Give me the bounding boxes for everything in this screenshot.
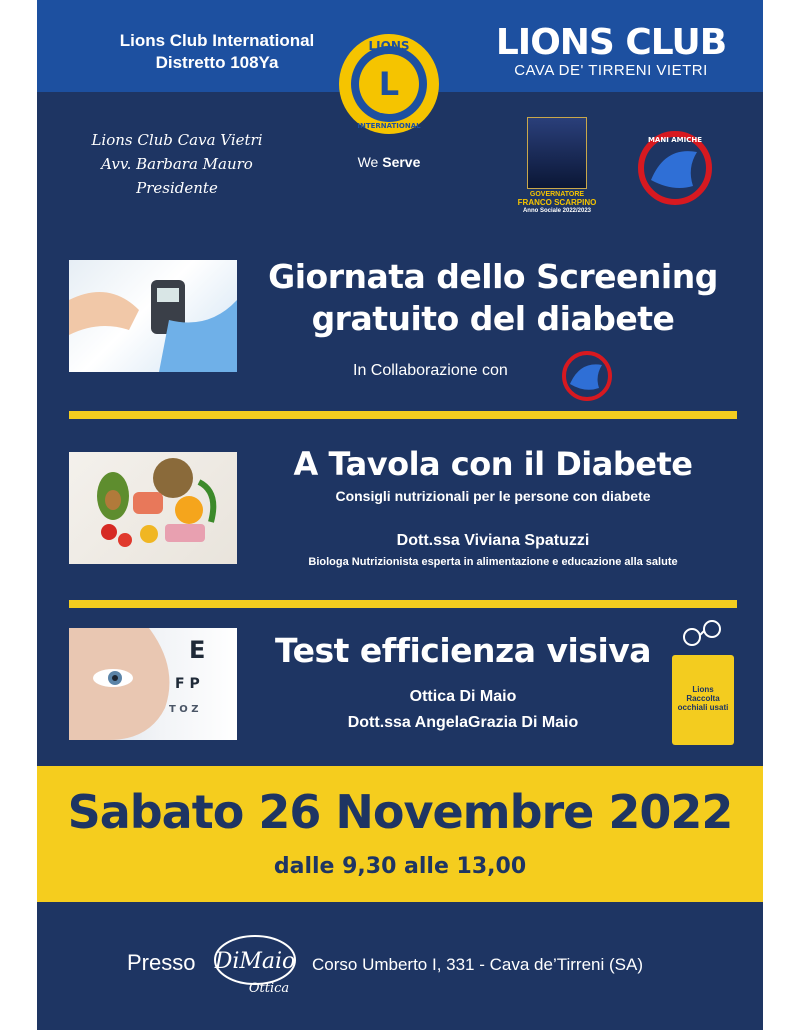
recycling-line3: occhiali usati — [677, 703, 729, 712]
president-signature — [77, 128, 277, 200]
glasses-recycling-logo — [672, 615, 734, 747]
club-name — [481, 24, 741, 80]
club-title: LIONS CLUB — [495, 22, 727, 63]
glucose-test-photo — [69, 260, 237, 372]
mani-amiche-small-logo — [560, 349, 614, 403]
district-label — [67, 30, 367, 74]
logo-name: DiMaio — [214, 949, 296, 974]
ottica-di-maio-logo — [207, 930, 302, 996]
svg-text:T O Z: T O Z — [169, 704, 199, 715]
nutrition-title: A Tavola con il Diabete — [293, 445, 693, 483]
event-poster — [37, 0, 763, 1030]
venue-label: Presso — [127, 950, 196, 975]
we-serve-motto — [337, 154, 441, 170]
vision-test-title: Test efficienza visiva — [274, 631, 652, 670]
mani-amiche-logo — [635, 128, 715, 208]
nutritionist-role: Biologa Nutrizionista esperta in alimentazione e educazione alla salute — [308, 556, 678, 568]
venue-address: Corso Umberto I, 331 - Cava de’Tirreni (SA) — [312, 955, 643, 974]
governor-year: Anno Sociale 2022/2023 — [522, 208, 592, 214]
governor-title: GOVERNATORE — [529, 191, 585, 198]
logo-text-top: LIONS — [368, 39, 410, 53]
motto-serve: Serve — [382, 154, 421, 170]
org-name: Lions Club International — [119, 31, 315, 50]
optician-doctor: Dott.ssa AngelaGrazia Di Maio — [347, 714, 579, 731]
logo-sub: Ottica — [248, 981, 290, 996]
glasses-icon — [672, 615, 734, 657]
nutritionist-name: Dott.ssa Viviana Spatuzzi — [396, 532, 590, 549]
lions-international-logo — [335, 28, 443, 140]
event-date: Sabato 26 Novembre 2022 — [67, 785, 733, 839]
eye-test-photo — [69, 628, 237, 740]
nutrition-subtitle: Consigli nutrizionali per le persone con diabete — [335, 488, 651, 504]
svg-text:F P: F P — [175, 676, 200, 692]
district-name: Distretto 108Ya — [155, 53, 279, 72]
screening-title-line1: Giornata dello Screening — [268, 257, 718, 296]
svg-text:E: E — [189, 636, 206, 664]
governor-text — [517, 191, 597, 215]
logo-text-bottom: INTERNATIONAL — [357, 122, 421, 130]
optician-name: Ottica Di Maio — [409, 688, 517, 705]
screening-title-line2: gratuito del diabete — [311, 299, 675, 338]
mani-amiche-label: MANI AMICHE — [647, 136, 703, 144]
governor-emblem — [527, 117, 587, 189]
governor-badge — [517, 117, 597, 220]
recycling-line1: Lions — [692, 685, 714, 694]
section-divider — [69, 411, 737, 419]
club-subtitle: CAVA DE' TIRRENI VIETRI — [514, 62, 708, 79]
screening-title — [243, 256, 743, 340]
recycling-line2: Raccolta — [686, 694, 720, 703]
president-role: Presidente — [136, 179, 218, 197]
logo-letter: L — [378, 65, 400, 103]
healthy-food-photo — [69, 452, 237, 564]
governor-name: FRANCO SCARPINO — [517, 198, 597, 207]
president-name: Avv. Barbara Mauro — [101, 155, 253, 173]
president-club: Lions Club Cava Vietri — [91, 131, 263, 149]
event-hours: dalle 9,30 alle 13,00 — [273, 854, 527, 879]
collaboration-label: In Collaborazione con — [353, 362, 508, 379]
recycling-text — [674, 685, 732, 712]
motto-we: We — [357, 154, 379, 170]
section-divider — [69, 600, 737, 608]
